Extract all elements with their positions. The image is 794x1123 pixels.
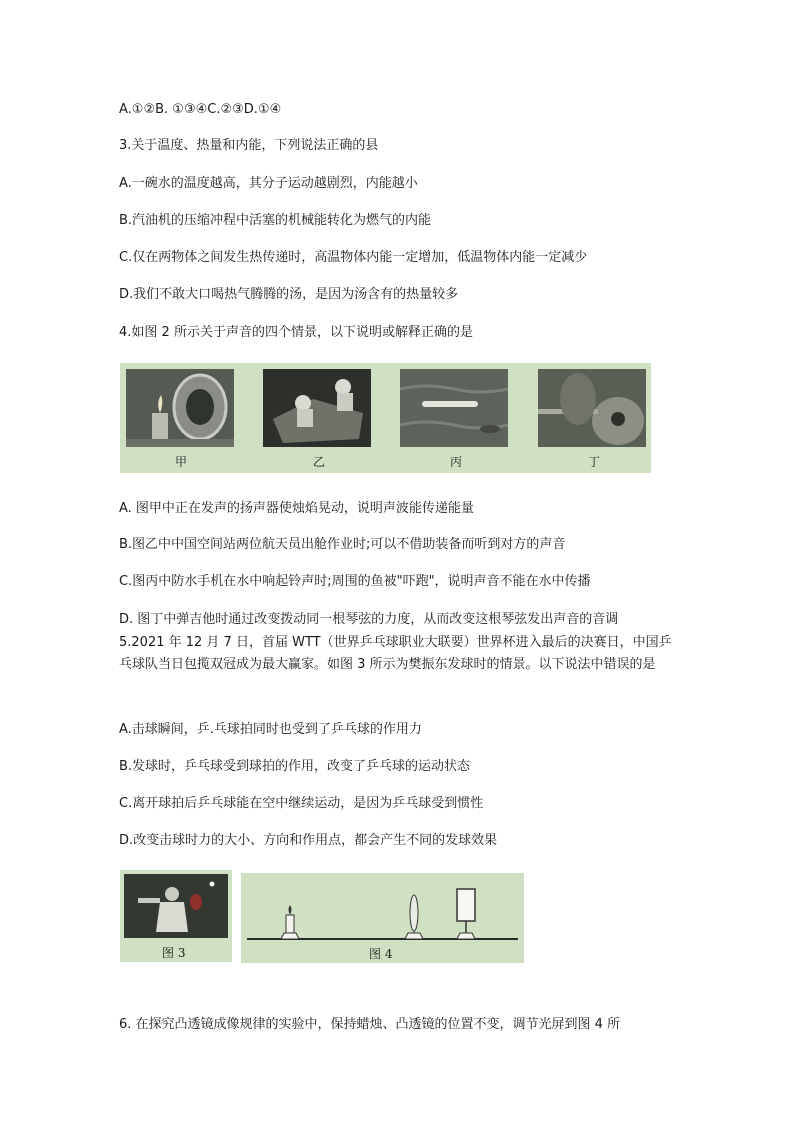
figure-2-photo-ding [538, 369, 646, 447]
q3-option-c: C.仅在两物体之间发生热传递时，高温物体内能一定增加，低温物体内能一定减少 [119, 250, 588, 265]
figure-2-photo-yi [263, 369, 371, 447]
figure-2-photo-bing [400, 369, 508, 447]
figure-4-panel [241, 873, 524, 963]
q4-option-a: A. 图甲中正在发声的扬声器使烛焰晃动，说明声波能传递能量 [119, 501, 474, 516]
q5-option-d: D.改变击球时力的大小、方向和作用点，都会产生不同的发球效果 [119, 833, 498, 848]
q2-options: A.①②B. ①③④C.②③D.①④ [119, 102, 282, 117]
q5-option-b: B.发球时，乒乓球受到球拍的作用，改变了乒乓球的运动状态 [119, 759, 471, 774]
q5-option-c: C.离开球拍后乒乓球能在空中继续运动，是因为乒乓球受到惯性 [119, 796, 484, 811]
figure-2-caption-yi: 乙 [313, 455, 326, 469]
q4-option-b: B.图乙中中国空间站两位航天员出舱作业时;可以不借助装备而听到对方的声音 [119, 537, 566, 552]
q4-stem: 4.如图 2 所示关于声音的四个情景，以下说明或解释正确的是 [119, 325, 473, 340]
q4-option-d: D. 图丁中弹吉他时通过改变拨动同一根琴弦的力度，从而改变这根琴弦发出声音的音调 [119, 612, 619, 627]
q6-stem: 6. 在探究凸透镜成像规律的实验中，保持蜡烛、凸透镜的位置不变，调节光屏到图 4 所 [119, 1017, 621, 1032]
figure-2-panel [120, 363, 651, 473]
figure-3-panel [120, 870, 232, 962]
figure-2-photo-jia [126, 369, 234, 447]
candle-icon [281, 905, 299, 939]
q3-stem: 3.关于温度、热量和内能，下列说法正确的县 [119, 138, 379, 153]
figure-3-caption: 图 3 [162, 946, 186, 960]
figure-4-caption: 图 4 [369, 947, 393, 961]
q3-option-b: B.汽油机的压缩冲程中活塞的机械能转化为燃气的内能 [119, 213, 432, 228]
q3-option-a: A.一碗水的温度越高，其分子运动越剧烈，内能越小 [119, 176, 418, 191]
q5-stem: 5.2021 年 12 月 7 日，首届 WTT（世界乒乓球职业大联要）世界杯进入最后的决赛日，中国乒乓球队当日包揽双冠成为最大赢家。如图 3 所示为樊振东发球时的情景。以下说法中错误的是 [119, 635, 672, 672]
figure-2-caption-bing: 丙 [450, 455, 463, 469]
q4-option-c: C.图丙中防水手机在水中响起铃声时;周围的鱼被"吓跑"，说明声音不能在水中传播 [119, 574, 591, 589]
figure-2-caption-ding: 丁 [588, 455, 601, 469]
q3-option-d: D.我们不敢大口喝热气腾腾的汤，是因为汤含有的热量较多 [119, 287, 459, 302]
figure-3-photo [124, 874, 228, 938]
figure-2-caption-jia: 甲 [175, 455, 188, 469]
light-screen-icon [457, 889, 475, 939]
convex-lens-icon [405, 895, 423, 939]
q5-option-a: A.击球瞬间，乒.乓球拍同时也受到了乒乓球的作用力 [119, 722, 422, 737]
